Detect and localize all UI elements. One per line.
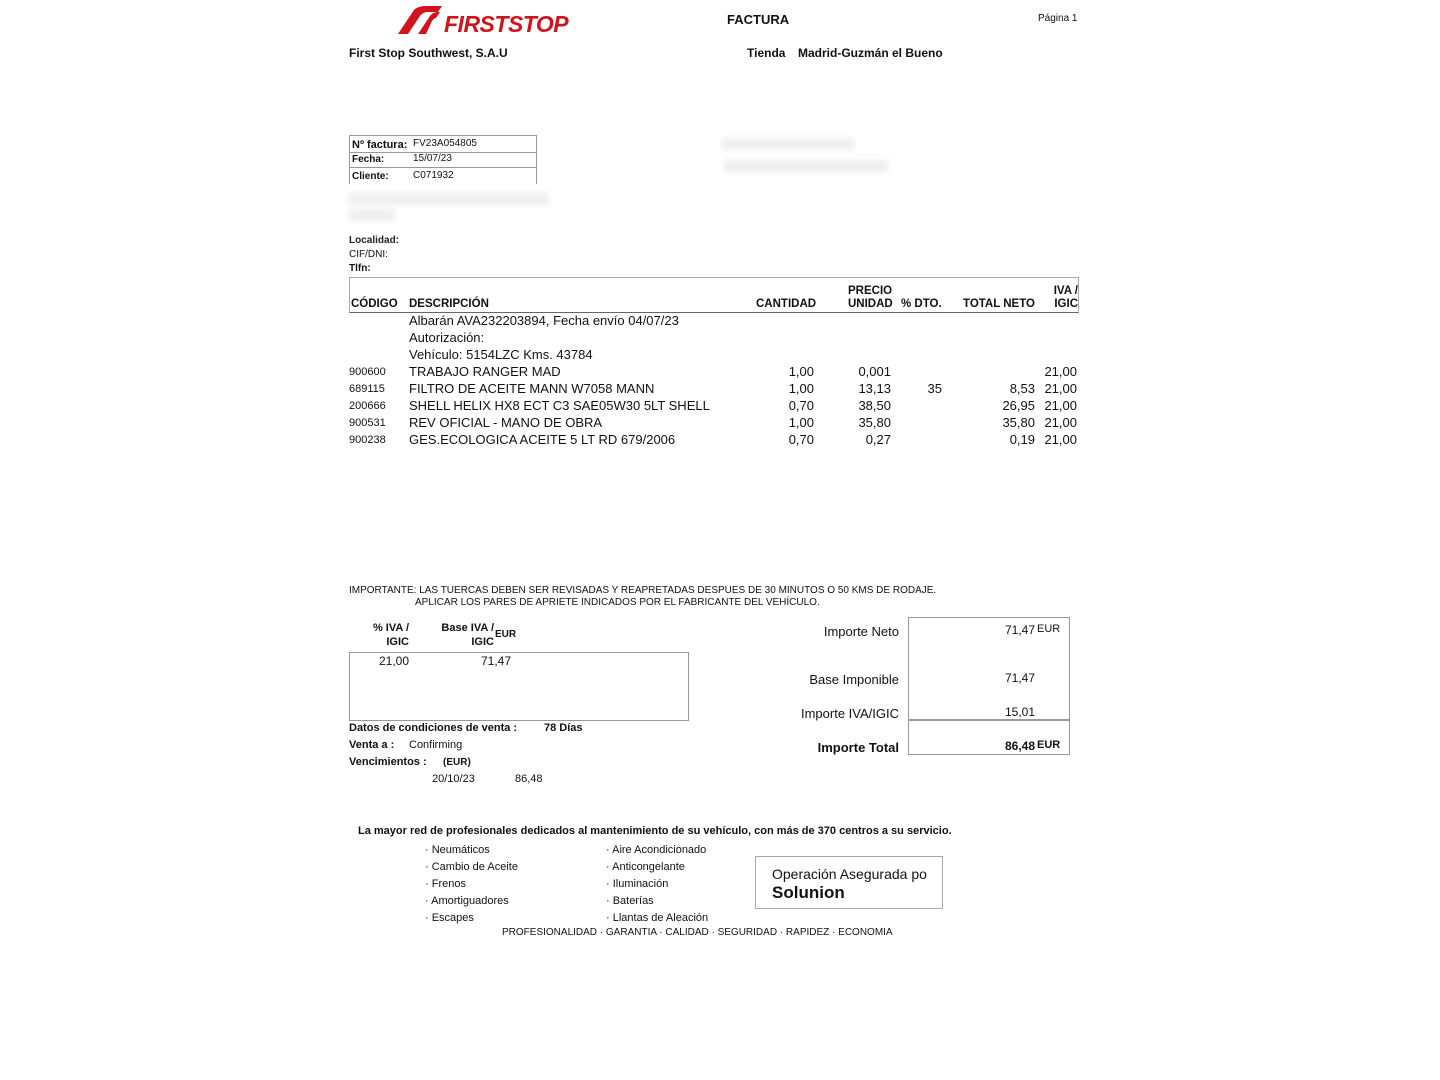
brand-logo-text: FIRSTSTOP: [444, 11, 569, 37]
total-amount-label: Importe Total: [817, 740, 899, 755]
item-net: 8,53: [1009, 381, 1035, 396]
phone-label: Tlfn:: [349, 263, 371, 274]
service-item: · Anticongelante: [606, 861, 685, 873]
invoice-date: 15/07/23: [413, 153, 452, 164]
store-name: Madrid-Guzmán el Bueno: [798, 46, 943, 60]
table-row: [349, 415, 1077, 432]
service-item: · Llantas de Aleación: [606, 912, 709, 924]
footer-values: PROFESIONALIDAD · GARANTIA · CALIDAD · SEGURIDAD · RAPIDEZ · ECONOMIA: [502, 927, 893, 938]
locality-label: Localidad:: [349, 235, 400, 246]
vat-base-value: 71,47: [480, 654, 511, 668]
item-vat: 21,00: [1044, 415, 1077, 430]
redacted-customer-name: [722, 138, 854, 150]
table-row: [349, 381, 1077, 398]
due-label: Vencimientos :: [349, 756, 427, 768]
insurance-line1: Operación Asegurada po: [772, 866, 927, 882]
page-number: Página 1: [1038, 13, 1078, 24]
items-table-header: [349, 277, 1079, 313]
service-item: · Aire Acondicionado: [606, 844, 707, 856]
vat-currency: EUR: [495, 629, 517, 640]
item-code: 900531: [349, 417, 386, 429]
due-currency: (EUR): [443, 757, 471, 768]
col-vat-line1: IVA /: [1053, 285, 1078, 297]
item-price: 38,50: [858, 398, 891, 413]
col-vat-line2: IGIC: [1054, 298, 1078, 310]
invoice-client-box: [349, 167, 537, 184]
item-discount: 35: [927, 381, 942, 396]
vat-base-label-1: Base IVA /: [441, 622, 494, 634]
item-code: 689115: [349, 383, 385, 395]
item-code: 900600: [349, 366, 386, 378]
service-item: · Amortiguadores: [425, 895, 509, 907]
item-price: 0,001: [858, 364, 891, 379]
col-net-total: TOTAL NETO: [963, 298, 1035, 310]
services-right-list: [606, 842, 708, 927]
item-net: 0,19: [1009, 432, 1035, 447]
service-item: · Frenos: [425, 878, 466, 890]
net-amount-label: Importe Neto: [823, 624, 899, 639]
table-row: [349, 364, 1077, 381]
client-label: Cliente:: [352, 171, 389, 182]
service-item: · Baterías: [606, 895, 654, 907]
footer-tagline: La mayor red de profesionales dedicados al mantenimiento de su vehículo, con más de 370 centros a su servicio.: [358, 825, 952, 837]
taxable-base-label: Base Imponible: [809, 672, 899, 687]
document-title: FACTURA: [727, 12, 790, 27]
total-amount: 86,48: [1004, 739, 1035, 753]
due-amount: 86,48: [515, 773, 543, 785]
col-price-line2: UNIDAD: [848, 298, 893, 310]
insurance-line2: Solunion: [772, 883, 845, 902]
service-item: · Iluminación: [606, 878, 669, 890]
item-quantity: 1,00: [788, 381, 814, 396]
vat-pct-label-2: IGIC: [386, 636, 409, 648]
taxable-base: 71,47: [1004, 671, 1035, 685]
item-quantity: 0,70: [788, 398, 814, 413]
item-code: 900238: [349, 434, 386, 446]
vat-amount-label: Importe IVA/IGIC: [800, 706, 899, 721]
vat-pct-value: 21,00: [378, 654, 409, 668]
invoice-number-box: [349, 135, 537, 153]
item-quantity: 1,00: [788, 364, 814, 379]
col-discount: % DTO.: [901, 298, 942, 310]
redacted-address-line: [349, 193, 549, 205]
redacted-postcode: [349, 209, 395, 221]
sale-to-label: Venta a :: [349, 739, 395, 751]
company-name: First Stop Southwest, S.A.U: [349, 46, 508, 60]
sale-to-value: Confirming: [409, 739, 463, 751]
service-item: · Neumáticos: [425, 844, 490, 856]
table-row: [349, 398, 1077, 415]
net-amount: 71,47: [1004, 623, 1035, 637]
note-vehicle: Vehículo: 5154LZC Kms. 43784: [409, 347, 593, 362]
col-quantity: CANTIDAD: [756, 298, 817, 310]
item-description: REV OFICIAL - MANO DE OBRA: [409, 415, 603, 430]
item-vat: 21,00: [1044, 432, 1077, 447]
total-currency: EUR: [1037, 739, 1061, 751]
note-delivery: Albarán AVA232203894, Fecha envío 04/07/23: [409, 313, 679, 328]
item-price: 13,13: [858, 381, 891, 396]
service-item: · Escapes: [425, 912, 474, 924]
item-code: 200666: [349, 400, 386, 412]
store-label: Tienda: [747, 46, 786, 60]
item-description: TRABAJO RANGER MAD: [409, 364, 561, 379]
cif-label: CIF/DNI:: [349, 249, 388, 260]
item-quantity: 1,00: [788, 415, 814, 430]
invoice-date-label: Fecha:: [352, 154, 385, 165]
item-quantity: 0,70: [788, 432, 814, 447]
invoice-number-label: Nº factura:: [352, 139, 408, 151]
sale-conditions-label: Datos de condiciones de venta :: [349, 722, 518, 734]
important-note-line2: APLICAR LOS PARES DE APRIETE INDICADOS POR EL FABRICANTE DEL VEHÍCULO.: [415, 597, 820, 608]
redacted-customer-address: [724, 160, 888, 172]
invoice-number: FV23A054805: [413, 138, 477, 149]
services-left-list: [425, 842, 518, 927]
insurance-box: [755, 856, 943, 909]
vat-base-label-2: IGIC: [471, 636, 494, 648]
item-price: 35,80: [858, 415, 891, 430]
note-authorization: Autorización:: [409, 330, 485, 345]
important-note-line1: IMPORTANTE: LAS TUERCAS DEBEN SER REVISADAS Y REAPRETADAS DESPUES DE 30 MINUTOS O 50 KMS DE RODAJE.: [349, 585, 937, 596]
net-currency: EUR: [1037, 623, 1061, 635]
item-description: SHELL HELIX HX8 ECT C3 SAE05W30 5LT SHELL: [409, 398, 710, 413]
due-date: 20/10/23: [432, 773, 475, 785]
client-code: C071932: [413, 170, 454, 181]
col-code: CÓDIGO: [351, 298, 398, 310]
item-description: FILTRO DE ACEITE MANN W7058 MANN: [409, 381, 655, 396]
item-price: 0,27: [865, 432, 891, 447]
item-vat: 21,00: [1044, 381, 1077, 396]
item-description: GES.ECOLOGICA ACEITE 5 LT RD 679/2006: [409, 432, 676, 447]
item-vat: 21,00: [1044, 364, 1077, 379]
sale-conditions-value: 78 Días: [544, 722, 583, 734]
vat-amount: 15,01: [1004, 705, 1035, 719]
item-vat: 21,00: [1044, 398, 1077, 413]
item-net: 26,95: [1002, 398, 1035, 413]
invoice-date-box: [349, 152, 537, 168]
col-price-line1: PRECIO: [848, 285, 893, 297]
col-description: DESCRIPCIÓN: [409, 298, 489, 310]
item-net: 35,80: [1002, 415, 1035, 430]
vat-pct-label-1: % IVA /: [372, 622, 409, 634]
table-row: [349, 432, 1077, 449]
service-item: · Cambio de Aceite: [425, 861, 518, 873]
